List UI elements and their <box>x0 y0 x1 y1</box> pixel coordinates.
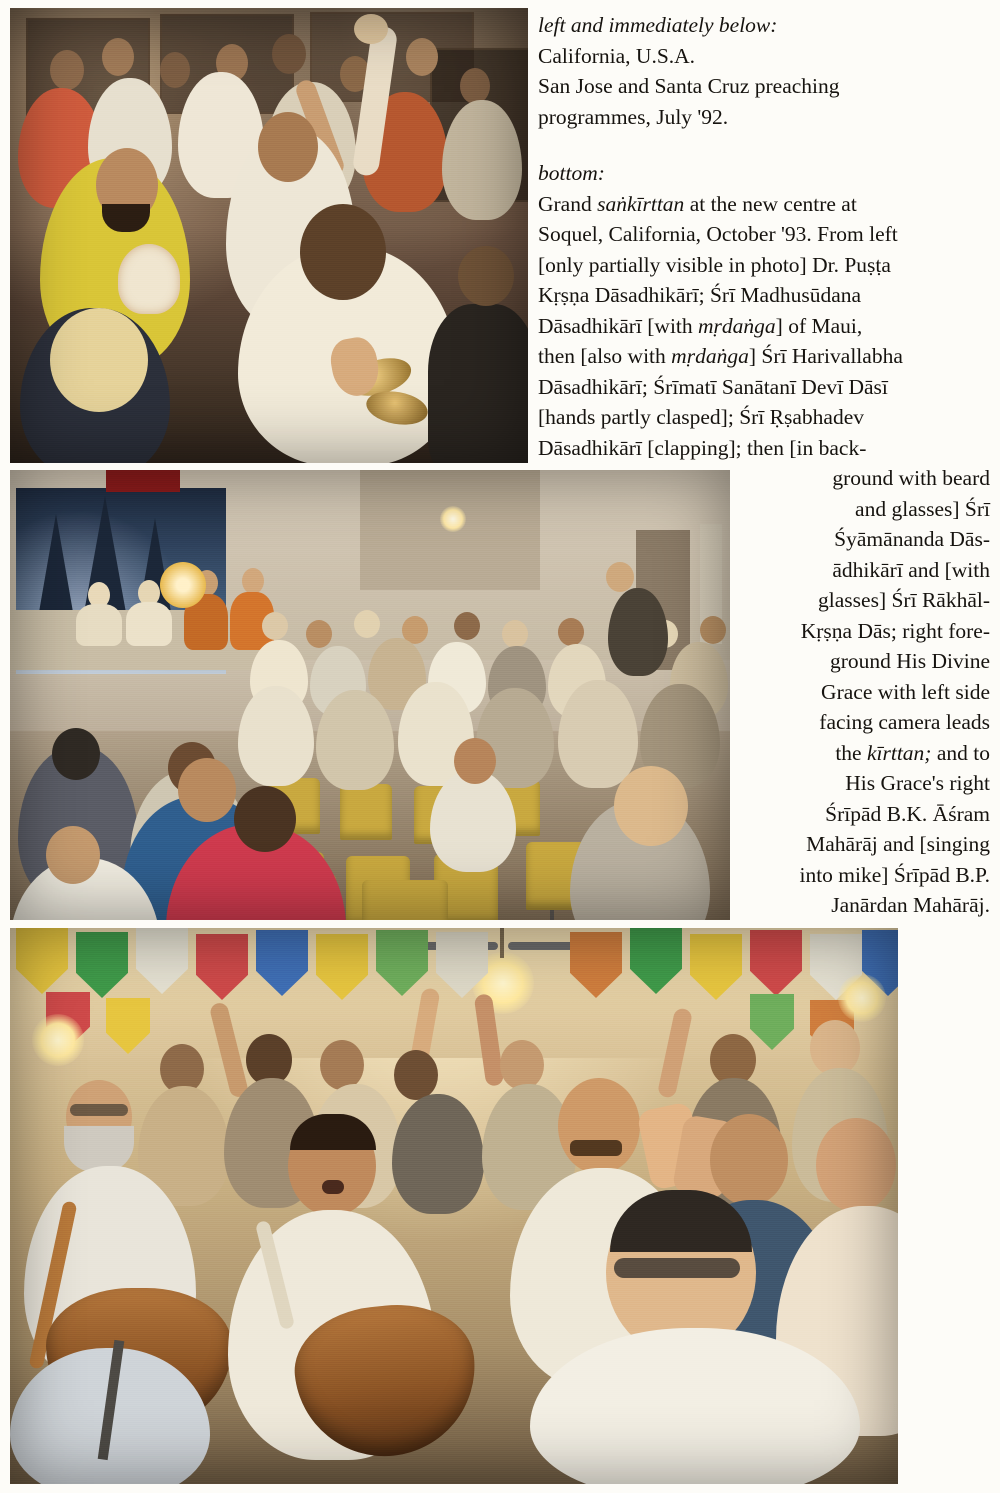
caption-text-run: at the new centre at <box>684 191 857 216</box>
caption-text-run: ] of Maui, <box>775 313 863 338</box>
caption-line: ground His Divine <box>829 649 990 673</box>
crowd-head <box>460 68 490 104</box>
neck-garland <box>118 244 180 314</box>
blonde-head <box>50 308 148 412</box>
audience-head <box>454 738 496 784</box>
caption-block-bottom-wrap <box>538 463 990 921</box>
caption-line: Soquel, California, October '93. From left <box>538 222 898 246</box>
caption-line: Janārdan Mahārāj. <box>831 893 990 917</box>
audience-head <box>454 612 480 640</box>
caption-line: California, U.S.A. <box>538 43 696 68</box>
photo-bottom-scene <box>10 928 898 1484</box>
crowd-head <box>320 1040 364 1090</box>
caption-line: programmes, July '92. <box>538 104 729 129</box>
caption-line: Kṛṣṇa Dās; right fore- <box>800 618 990 643</box>
caption-line: facing camera leads <box>819 710 990 734</box>
caption-line: ādhikārī and [with <box>832 557 990 582</box>
caption-line <box>538 311 938 342</box>
crowd-head <box>816 1118 896 1212</box>
foreground-head <box>46 826 100 884</box>
wall-light <box>838 974 886 1022</box>
crowd-head <box>710 1114 788 1206</box>
crowd-head <box>272 34 306 74</box>
photo-soquel-sankirttan <box>10 928 898 1484</box>
audience-head <box>262 612 288 640</box>
temple-spire <box>38 514 74 618</box>
foreground-head <box>234 786 296 852</box>
caption-text-run: the <box>835 740 867 765</box>
audience-head <box>502 620 528 648</box>
caption-italic-term: saṅkīrttan <box>597 191 685 216</box>
glasses-icon <box>614 1258 740 1278</box>
caption-line: Dāsadhikārī [clapping]; then [in back- <box>538 435 867 460</box>
caption-text-run: Grand <box>538 191 598 216</box>
caption-text-run: and to <box>931 740 990 765</box>
caption-line: ground with beard <box>832 466 990 490</box>
caption-line: glasses] Śrī Rākhāl- <box>818 588 990 612</box>
flower-arrangement <box>160 562 206 608</box>
crowd-head <box>394 1050 438 1100</box>
chair <box>340 784 392 840</box>
stage-figure-body <box>126 602 172 646</box>
caption-line: Dāsadhikārī; Śrīmatī Sanātanī Devī Dāsī <box>538 374 888 399</box>
caption-line: Grace with left side <box>821 679 990 704</box>
crowd-figure <box>392 1094 484 1214</box>
foreground-head <box>52 728 100 780</box>
caption-italic-term: kīrttan; <box>866 740 932 765</box>
chair <box>362 880 448 920</box>
caption-spacer <box>538 132 990 158</box>
caption-text-run: then [also with <box>538 344 672 368</box>
caption-line: [only partially visible in photo] Dr. Puṣṭa <box>538 252 891 277</box>
caption-line: San Jose and Santa Cruz preaching <box>538 74 840 98</box>
open-mouth <box>322 1180 344 1194</box>
caption-line <box>538 738 990 769</box>
crowd-head <box>458 246 514 306</box>
caption-lead-bottom: bottom: <box>538 161 605 185</box>
caption-line <box>538 341 938 372</box>
caption-block-left-below <box>538 10 938 132</box>
glasses-icon <box>70 1104 128 1116</box>
audience-body <box>238 686 314 786</box>
caption-text-run: Dāsadhikārī [with <box>538 313 699 338</box>
photo-san-jose-kirtan <box>10 8 528 463</box>
audience-head <box>354 610 380 638</box>
wall-light <box>32 1014 84 1066</box>
stage-figure-body <box>76 604 122 646</box>
caption-line <box>538 189 938 220</box>
beard <box>64 1126 134 1172</box>
caption-block-bottom <box>538 158 938 463</box>
caption-text-run: ] Śrī Harivallabha <box>748 344 903 368</box>
caption-line: Kṛṣṇa Dāsadhikārī; Śrī Madhusūdana <box>538 283 862 307</box>
raised-hand <box>354 14 388 44</box>
photo-top-scene <box>10 8 528 463</box>
stage-figure-head <box>242 568 264 594</box>
caption-line: Mahārāj and [singing <box>806 832 990 856</box>
crowd-head <box>160 52 190 88</box>
lamp-cord <box>500 928 504 958</box>
clapping-devotee-head <box>558 1078 640 1174</box>
crowd-head <box>406 38 438 76</box>
crowd-head <box>102 38 134 76</box>
audience-body <box>430 770 516 872</box>
caption-column <box>538 10 990 921</box>
audience-body <box>316 690 394 790</box>
caption-line: [hands partly clasped]; Śrī Ṛṣabhadev <box>538 405 864 429</box>
moustache <box>570 1140 622 1156</box>
caption-lead-left: left and immediately below: <box>538 13 778 37</box>
foreground-devotee-head <box>258 112 318 182</box>
foreground-head <box>178 758 236 822</box>
kirtan-leader-head <box>300 204 386 300</box>
ceiling-light <box>440 506 466 532</box>
caption-line: Śrīpād B.K. Āśram <box>825 801 990 826</box>
caption-italic-term: mṛdaṅga <box>671 344 749 368</box>
caption-italic-term: mṛdaṅga <box>698 313 776 338</box>
caption-line: into mike] Śrīpād B.P. <box>799 862 990 887</box>
caption-line: and glasses] Śrī <box>855 496 990 521</box>
caption-line: Śyāmānanda Dās- <box>834 527 990 551</box>
stage-banner <box>106 470 180 492</box>
caption-line: His Grace's right <box>845 771 990 795</box>
foreground-silhouette <box>428 304 528 463</box>
crowd-head <box>500 1040 544 1090</box>
audience-head <box>306 620 332 648</box>
crowd-head <box>50 50 84 90</box>
